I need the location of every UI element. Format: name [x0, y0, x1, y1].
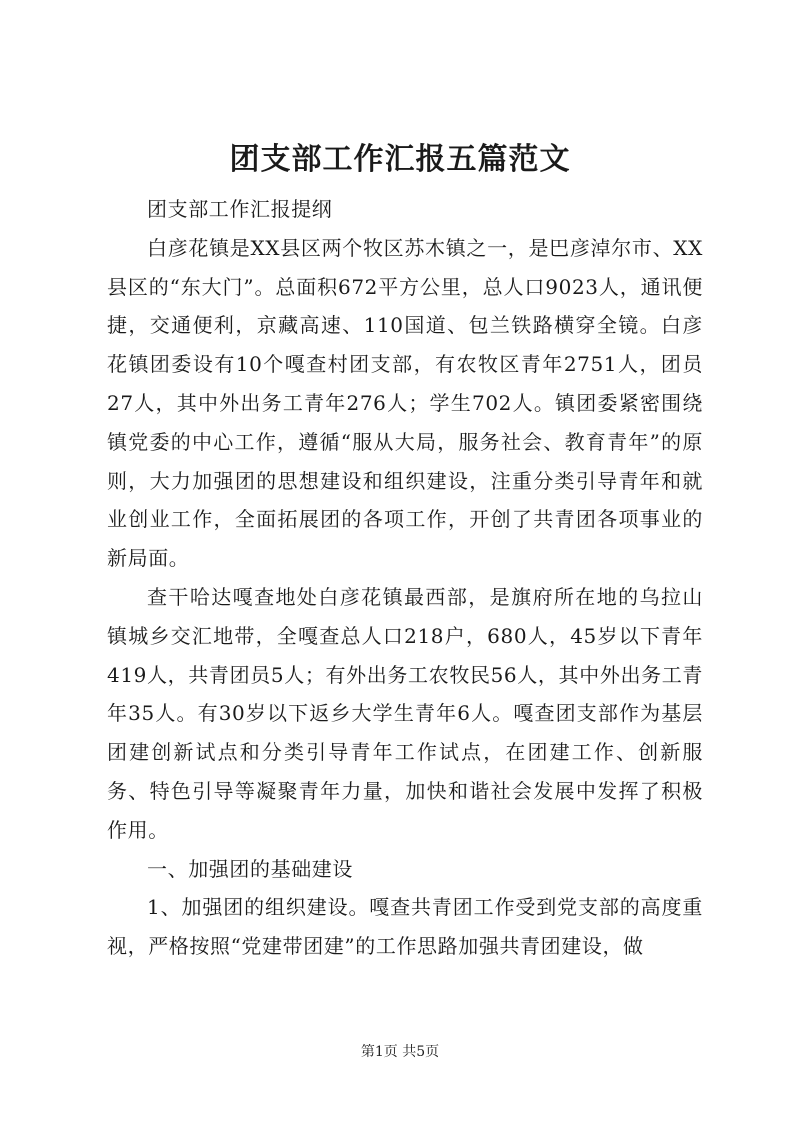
section-heading-outline: 团支部工作汇报提纲 [147, 197, 333, 221]
document-body [107, 190, 703, 966]
paragraph-organization-construction: 1、加强团的组织建设。嘎查共青团工作受到党支部的高度重视，严格按照“党建带团建”的工作思路加强共青团建设，做 [107, 895, 703, 959]
paragraph-town-overview: 白彦花镇是XX县区两个牧区苏木镇之一，是巴彦淖尔市、XX县区的“东大门”。总面积672平方公里，总人口9023人，通讯便捷，交通便利，京藏高速、110国道、包兰铁路横穿全镜。白彦花镇团委设有10个嘎查村团支部，有农牧区青年2751人，团员27人，其中外出务工青年276人；学生702人。镇团委紧密围绕镇党委的中心工作，遵循“服从大局，服务社会、教育青年”的原则，大力加强团的思想建设和组织建设，注重分类引导青年和就业创业工作，全面拓展团的各项工作，开创了共青团各项事业的新局面。 [107, 235, 703, 571]
document-title: 团支部工作汇报五篇范文 [229, 142, 571, 177]
section-heading-basic-construction: 一、加强团的基础建设 [147, 856, 353, 881]
paragraph-village-overview: 查干哈达嘎查地处白彦花镇最西部，是旗府所在地的乌拉山镇城乡交汇地带，全嘎查总人口218户，680人，45岁以下青年419人，共青团员5人；有外出务工农牧民56人，其中外出务工青年35人。有30岁以下返乡大学生青年6人。嘎查团支部作为基层团建创新试点和分类引导青年工作试点，在团建工作、创新服务、特色引导等凝聚青年力量，加快和谐社会发展中发挥了积极作用。 [107, 584, 703, 842]
page-footer: 第1页 共5页 [360, 1044, 440, 1060]
